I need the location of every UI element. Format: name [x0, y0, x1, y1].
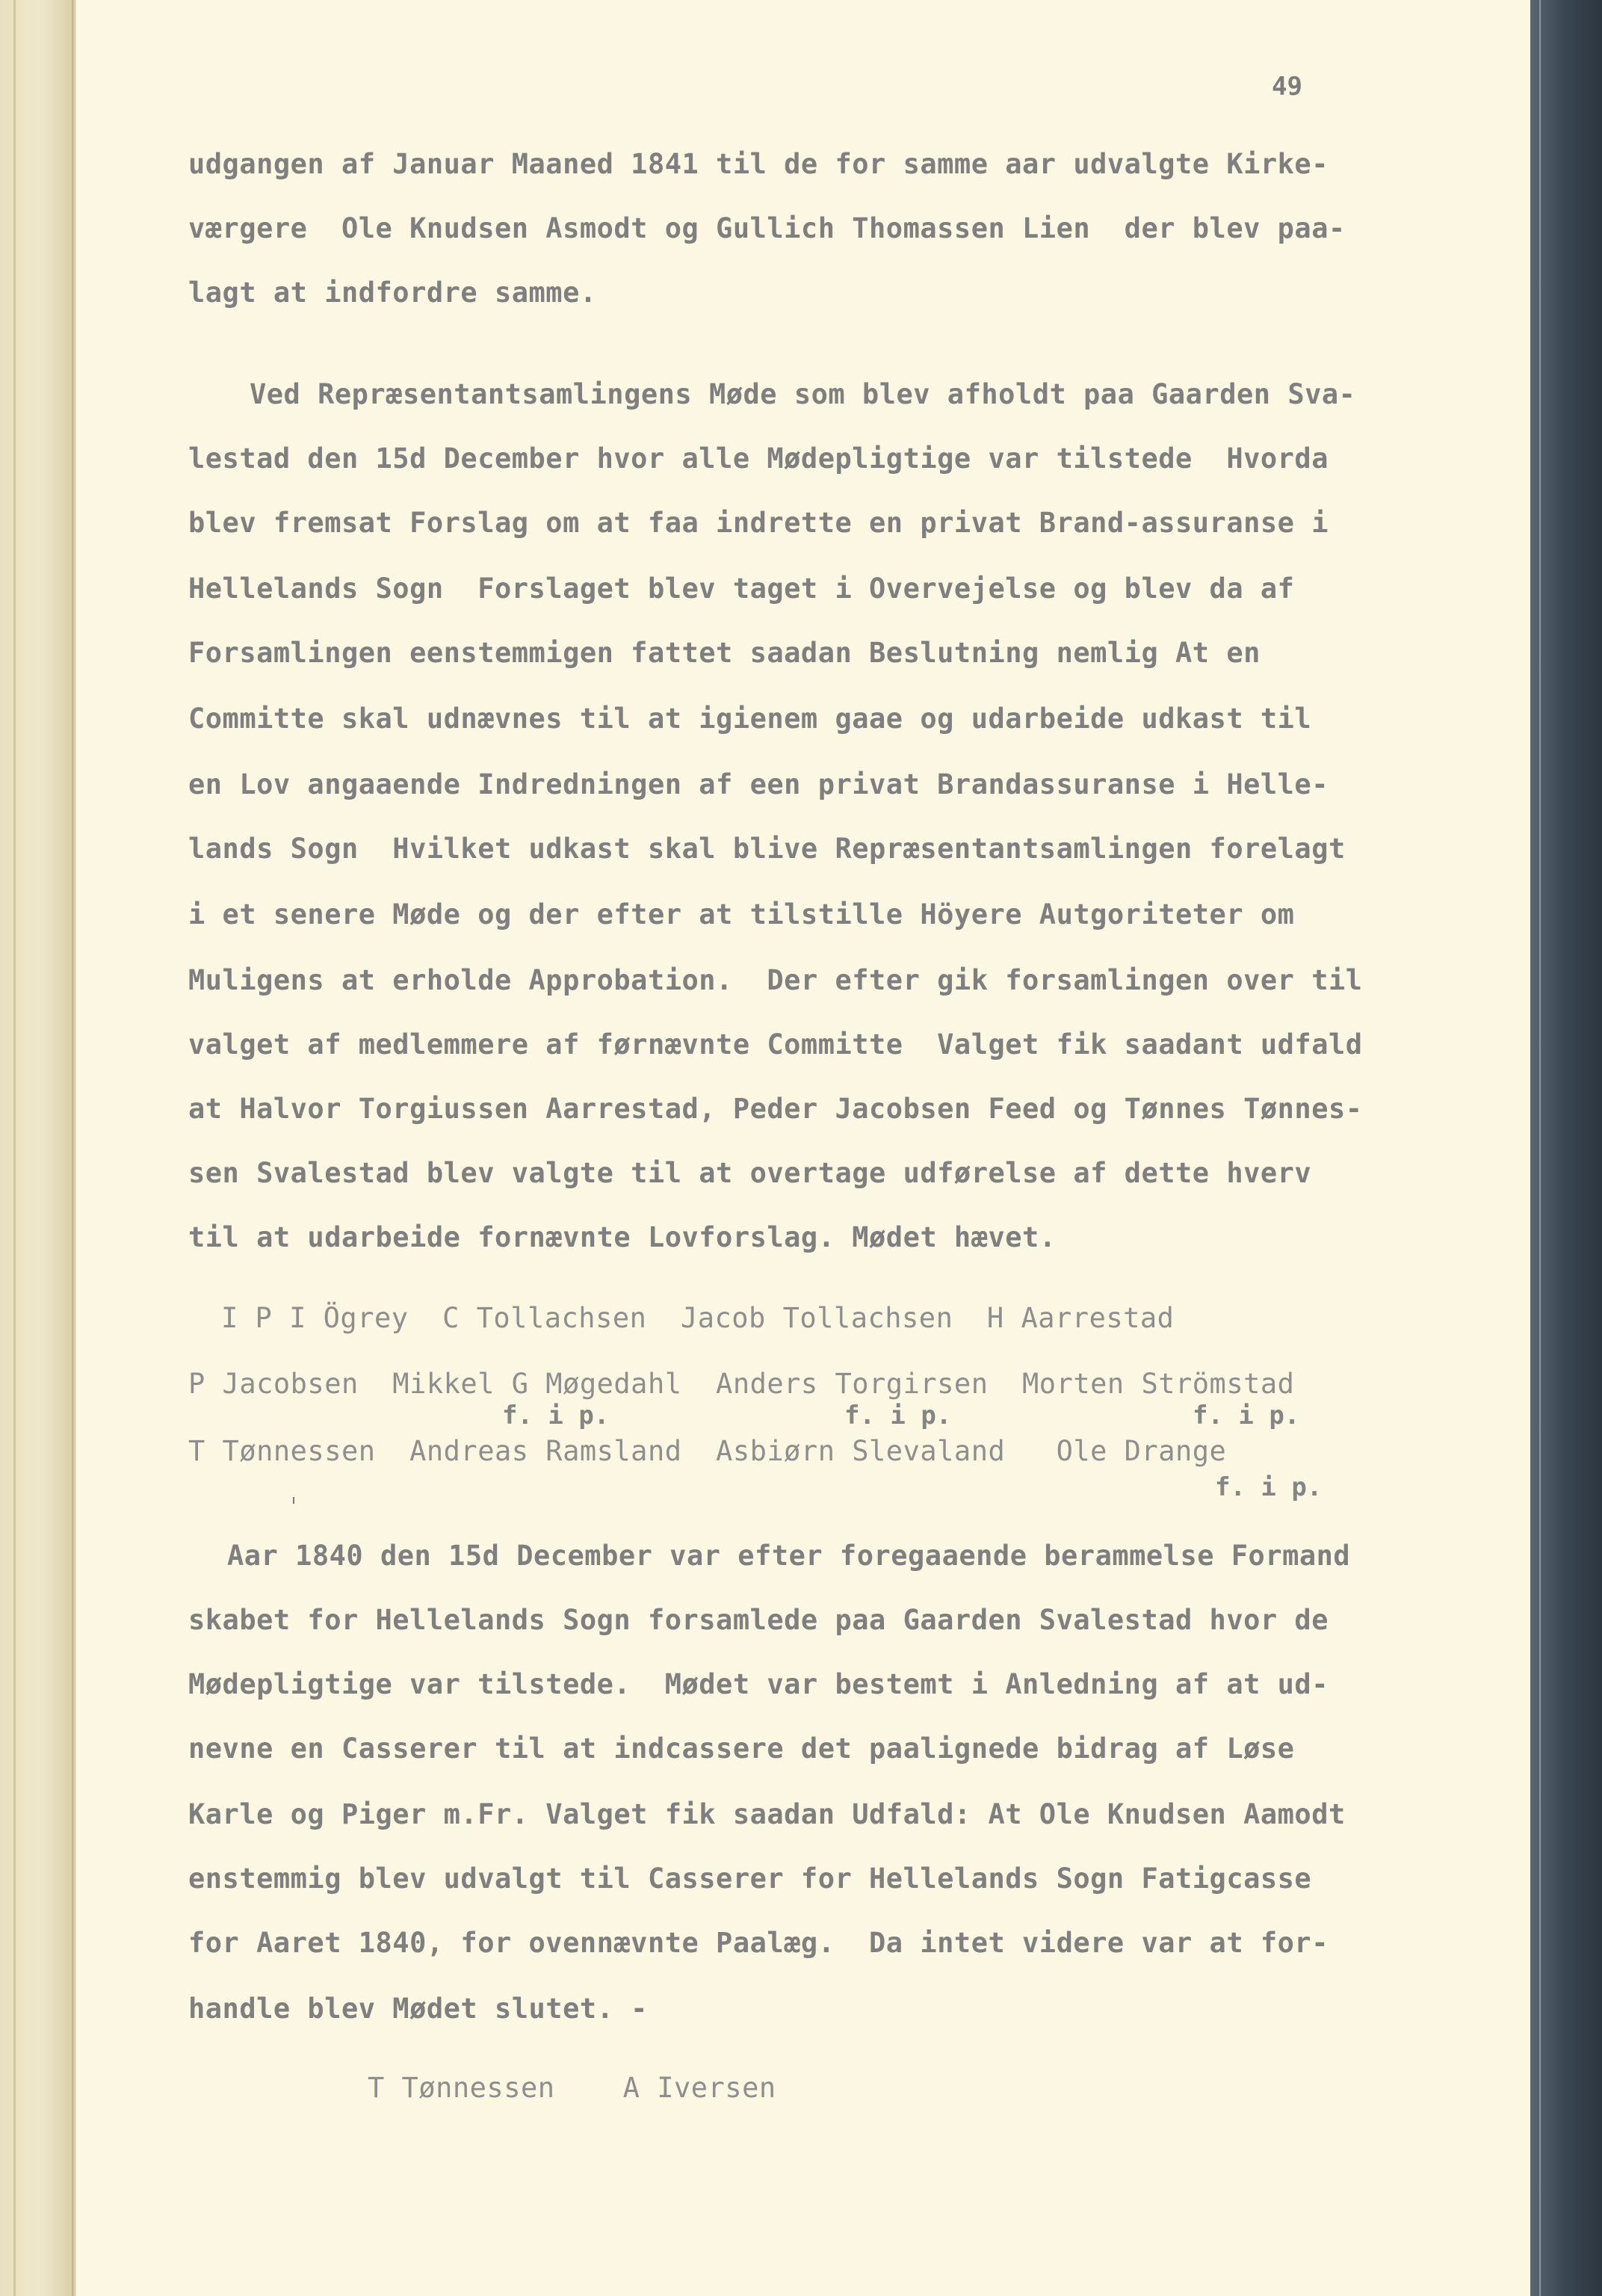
- text-line: Forsamlingen eenstemmigen fattet saadan Beslutning nemlig At en: [188, 637, 1261, 669]
- text-line: i et senere Møde og der efter at tilstille Höyere Autgoriteter om: [188, 898, 1295, 931]
- ink-mark: [293, 1497, 294, 1504]
- signature-note: f. i p.: [1215, 1472, 1323, 1502]
- text-line: lands Sogn Hvilket udkast skal blive Repræsentantsamlingen forelagt: [188, 833, 1346, 865]
- page-edge-line: [1539, 0, 1541, 2296]
- text-line: skabet for Hellelands Sogn forsamlede paa Gaarden Svalestad hvor de: [188, 1604, 1329, 1636]
- text-line: lestad den 15d December hvor alle Mødepligtige var tilstede Hvorda: [188, 442, 1329, 475]
- text-line: handle blev Mødet slutet. -: [188, 1993, 648, 2025]
- text-line: enstemmig blev udvalgt til Casserer for Hellelands Sogn Fatigcasse: [188, 1863, 1312, 1895]
- text-line: Aar 1840 den 15d December var efter foregaaende berammelse Formand: [227, 1540, 1351, 1572]
- text-line: Mødepligtige var tilstede. Mødet var bestemt i Anledning af at ud-: [188, 1668, 1329, 1700]
- text-line: lagt at indfordre samme.: [188, 277, 597, 309]
- text-line: at Halvor Torgiussen Aarrestad, Peder Jacobsen Feed og Tønnes Tønnes-: [188, 1093, 1363, 1125]
- scan-background: [1530, 0, 1602, 2296]
- signature-note: f. i p.: [844, 1401, 952, 1431]
- text-line: nevne en Casserer til at indcassere det paalignede bidrag af Løse: [188, 1732, 1295, 1765]
- text-line: Hellelands Sogn Forslaget blev taget i Overvejelse og blev da af: [188, 573, 1295, 605]
- text-line: til at udarbeide fornævnte Lovforslag. Mødet hævet.: [188, 1221, 1057, 1253]
- text-line: sen Svalestad blev valgte til at overtage udførelse af dette hverv: [188, 1157, 1312, 1189]
- text-line: valget af medlemmere af førnævnte Committe Valget fik saadant udfald: [188, 1028, 1363, 1061]
- signature-row: I P I Ögrey C Tollachsen Jacob Tollachsen H Aarrestad: [221, 1302, 1175, 1334]
- text-line: udgangen af Januar Maaned 1841 til de for samme aar udvalgte Kirke-: [188, 148, 1329, 180]
- text-line: blev fremsat Forslag om at faa indrette en privat Brand-assuranse i: [188, 507, 1329, 539]
- text-line: Committe skal udnævnes til at igienem gaae og udarbeide udkast til: [188, 703, 1312, 735]
- text-line: værgere Ole Knudsen Asmodt og Gullich Thomassen Lien der blev paa-: [188, 212, 1346, 244]
- left-page-fold-line: [13, 0, 16, 2296]
- page-number: 49: [1272, 72, 1302, 102]
- signature-row: P Jacobsen Mikkel G Møgedahl Anders Torgirsen Morten Strömstad: [188, 1368, 1295, 1400]
- signature-note: f. i p.: [502, 1401, 610, 1431]
- text-line: Ved Repræsentantsamlingens Møde som blev afholdt paa Gaarden Sva-: [250, 378, 1356, 410]
- signature-row: T Tønnessen A Iversen: [368, 2072, 776, 2104]
- text-line: Karle og Piger m.Fr. Valget fik saadan Udfald: At Ole Knudsen Aamodt: [188, 1798, 1346, 1830]
- text-line: Muligens at erholde Approbation. Der efter gik forsamlingen over til: [188, 964, 1363, 996]
- signature-row: T Tønnessen Andreas Ramsland Asbiørn Slevaland Ole Drange: [188, 1435, 1227, 1467]
- text-line: en Lov angaaende Indredningen af een privat Brandassuranse i Helle-: [188, 768, 1329, 800]
- signature-note: f. i p.: [1193, 1401, 1300, 1431]
- left-page-edge: [0, 0, 72, 2296]
- text-line: for Aaret 1840, for ovennævnte Paalæg. Da intet videre var at for-: [188, 1927, 1329, 1959]
